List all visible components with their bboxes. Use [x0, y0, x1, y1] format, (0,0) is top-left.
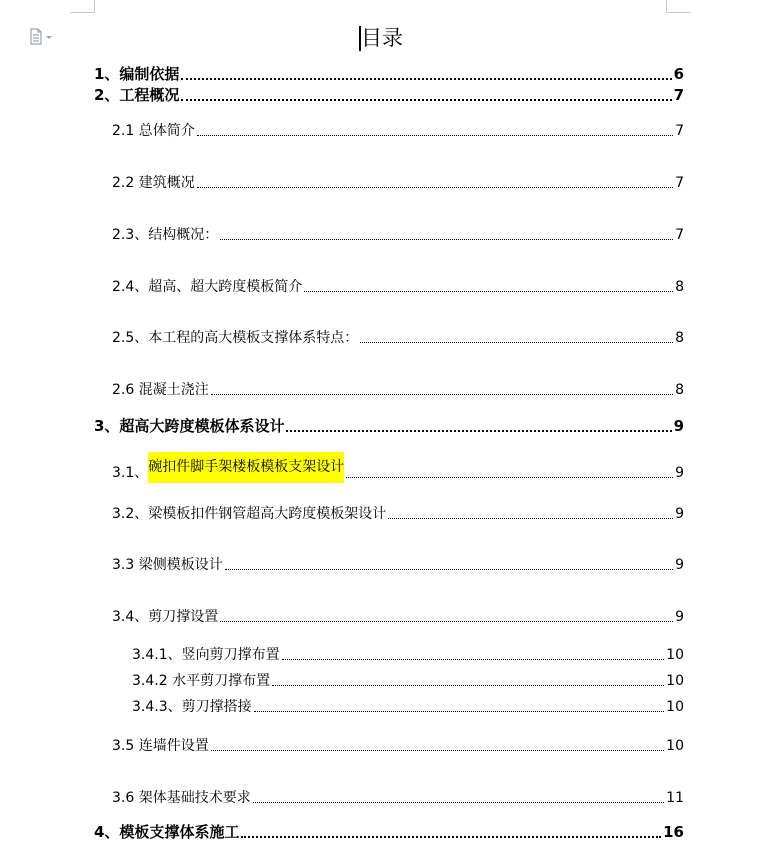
- toc-entry[interactable]: [112, 277, 684, 297]
- toc-entry-label-prefix: 3.1、: [112, 465, 149, 481]
- toc-entry[interactable]: [112, 504, 684, 524]
- toc-entry[interactable]: [112, 452, 684, 483]
- toc-entry-label: 2.6 混凝土浇注: [112, 382, 209, 398]
- toc-entry-label: 3.4.2 水平剪刀撑布置: [132, 673, 271, 689]
- toc-page-number: 7: [675, 123, 684, 139]
- toc-entry[interactable]: [112, 328, 684, 348]
- toc-entry[interactable]: [94, 85, 684, 105]
- toc-leader: [241, 836, 661, 838]
- toc-leader: [282, 659, 665, 660]
- toc-page-number: 9: [675, 465, 684, 481]
- toc-entry[interactable]: [132, 697, 684, 717]
- toc-entry-label: 3.2、梁模板扣件钢管超高大跨度模板架设计: [112, 506, 387, 522]
- toc-entry-label: 1、编制依据: [94, 65, 180, 83]
- toc-entry-label: 2.1 总体简介: [112, 123, 195, 139]
- toc-page-number: 8: [675, 330, 684, 346]
- toc-page-number: 10: [666, 673, 684, 689]
- toc-entry-label: 3.4.1、竖向剪刀撑布置: [132, 647, 280, 663]
- toc-leader: [197, 187, 673, 188]
- toc-leader: [346, 477, 673, 478]
- toc-entry-label: 3.4、剪刀撑设置: [112, 609, 219, 625]
- toc-page-number: 11: [666, 790, 684, 806]
- page-corner-mark-right: [666, 0, 691, 13]
- toc-page-number: 7: [675, 175, 684, 191]
- toc-page-number: 9: [675, 506, 684, 522]
- toc-entry-label: 2.5、本工程的高大模板支撑体系特点：: [112, 330, 359, 346]
- toc-entry-label: 3、超高大跨度模板体系设计: [94, 417, 285, 435]
- toc-leader: [254, 711, 665, 712]
- toc-entry[interactable]: [112, 555, 684, 575]
- highlighted-text: 碗扣件脚手架楼板模板支架设计: [148, 452, 344, 483]
- page-corner-mark-left: [70, 0, 95, 13]
- document-icon: [29, 28, 55, 46]
- toc-entry[interactable]: [132, 645, 684, 665]
- toc-leader: [211, 394, 673, 395]
- toc-page-number: 10: [666, 647, 684, 663]
- toc-title: 目录: [361, 26, 403, 50]
- toc-entry-label: 3.4.3、剪刀撑搭接: [132, 699, 252, 715]
- toc-leader: [272, 685, 664, 686]
- toc-page-number: 8: [675, 279, 684, 295]
- toc-entry[interactable]: [112, 225, 684, 245]
- toc-leader: [225, 569, 673, 570]
- toc-entry[interactable]: [94, 64, 684, 84]
- toc-page-number: 10: [666, 738, 684, 754]
- toc-entry[interactable]: [94, 822, 684, 842]
- toc-entry[interactable]: [112, 736, 684, 756]
- toc-entry-label: 3.5 连墙件设置: [112, 738, 209, 754]
- toc-leader: [360, 342, 673, 343]
- toc-page-number: 7: [673, 86, 684, 104]
- toc-leader: [286, 430, 671, 432]
- toc-entry[interactable]: [112, 607, 684, 627]
- toc-entry[interactable]: [112, 788, 684, 808]
- chevron-down-icon: [46, 36, 52, 39]
- toc-page-number: 9: [673, 417, 684, 435]
- toc-leader: [304, 291, 673, 292]
- toc-entry-label: 3.6 架体基础技术要求: [112, 790, 251, 806]
- toc-page-number: 10: [666, 699, 684, 715]
- toc-page-number: 9: [675, 557, 684, 573]
- toc-entry[interactable]: [132, 671, 684, 691]
- toc-leader: [181, 99, 671, 101]
- toc-leader: [388, 518, 673, 519]
- document-menu-button[interactable]: [29, 28, 55, 46]
- toc-leader: [211, 750, 664, 751]
- toc-entry-label: 4、模板支撑体系施工: [94, 823, 240, 841]
- toc-entry-label: 2.2 建筑概况: [112, 175, 195, 191]
- toc-entry[interactable]: [112, 121, 684, 141]
- toc-leader: [220, 239, 673, 240]
- toc-leader: [181, 78, 671, 80]
- toc-leader: [253, 802, 664, 803]
- toc-page-number: 7: [675, 227, 684, 243]
- toc-leader: [220, 621, 673, 622]
- toc-entry[interactable]: [112, 173, 684, 193]
- toc-entry-label: 2.3、结构概况：: [112, 227, 219, 243]
- toc-entry-label: 2、工程概况: [94, 86, 180, 104]
- toc-leader: [197, 135, 673, 136]
- toc-page-number: 6: [673, 65, 684, 83]
- toc-page-number: 9: [675, 609, 684, 625]
- toc-entry[interactable]: [94, 416, 684, 436]
- toc-entry[interactable]: [112, 380, 684, 400]
- toc-entry-label: 3.3 梁侧模板设计: [112, 557, 223, 573]
- toc-entry-label: 2.4、超高、超大跨度模板简介: [112, 279, 303, 295]
- toc-page-number: 8: [675, 382, 684, 398]
- toc-page-number: 16: [663, 823, 684, 841]
